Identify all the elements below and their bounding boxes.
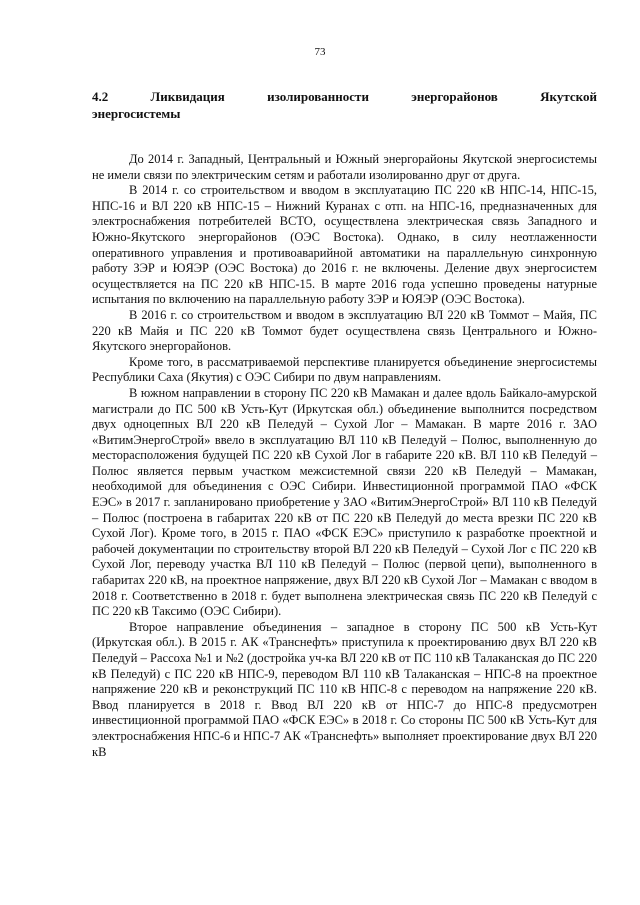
paragraph: Кроме того, в рассматриваемой перспективе планируется объединение энергосистемы Республики Саха (Якутия) с ОЭС Сибири по двум направлениям. [92, 354, 597, 385]
section-heading-line-1 [92, 88, 597, 105]
heading-word: изолированности [267, 89, 369, 104]
paragraph: В 2014 г. со строительством и вводом в эксплуатацию ПС 220 кВ НПС-14, НПС-15, НПС-16 и ВЛ 220 кВ НПС-15 – Нижний Куранах с отп. на НПС-16, предназначенных для электроснабжения потребителей ВСТО, осуществлена электрическая связь Западного и Южно-Якутского энергорайонов (ОЭС Востока). Однако, в силу неотлаженности оперативного управления и противоаварийной автоматики на параллельную синхронную работу ЗЭР и ЮЯЭР (ОЭС Востока) до 2016 г. не включены. Деление двух энергосистем осуществляется на ПС 220 кВ НПС-15. В марте 2016 года успешно проведены натурные испытания по включению на параллельную работу ЗЭР и ЮЯЭР (ОЭС Востока). [92, 183, 597, 307]
paragraph: В 2016 г. со строительством и вводом в эксплуатацию ВЛ 220 кВ Томмот – Майя, ПС 220 кВ Майя и ПС 220 кВ Томмот будет осуществлена связь Центрального и Южно-Якутского энергорайонов. [92, 307, 597, 354]
document-body [92, 152, 597, 760]
paragraph: В южном направлении в сторону ПС 220 кВ Мамакан и далее вдоль Байкало-амурской магистрали до ПС 500 кВ Усть-Кут (Иркутская обл.) объединение выполнится посредством двух одноцепных ВЛ 220 кВ Пеледуй – Сухой Лог – Мамакан. В марте 2016 г. ЗАО «ВитимЭнергоСтрой» ввело в эксплуатацию ВЛ 110 кВ Пеледуй – Полюс, выполненную до месторасположения будущей ПС 220 кВ Сухой Лог в габарите 220 кВ. ВЛ 110 кВ Пеледуй – Полюс является первым участком межсистемной связи 220 кВ Пеледуй – Мамакан, необходимой для объединения с ОЭС Сибири. Инвестиционной программой ПАО «ФСК ЕЭС» в 2017 г. запланировано приобретение у ЗАО «ВитимЭнергоСтрой» ВЛ 110 кВ Пеледуй – Полюс (построена в габаритах 220 кВ от ПС 220 кВ Пеледуй до места врезки ПС 220 кВ Сухой Лог). Кроме того, в 2015 г. ПАО «ФСК ЕЭС» приступило к разработке проектной и рабочей документации по строительству второй ВЛ 220 кВ Пеледуй – Сухой Лог с ПС 220 кВ Сухой Лог, переводу участка ВЛ 110 кВ Пеледуй – Полюс (первой цепи), выполненного в габаритах 220 кВ, на проектное напряжение, двух ВЛ 220 кВ Сухой Лог – Мамакан с вводом в 2018 г. Соответственно в 2018 г. будет выполнена электрическая связь ПС 220 кВ Пеледуй с ПС 220 кВ Таксимо (ОЭС Сибири). [92, 385, 597, 619]
section-heading-line-2: энергосистемы [92, 106, 181, 121]
paragraph: Второе направление объединения – западное в сторону ПС 500 кВ Усть-Кут (Иркутская обл.). В 2015 г. АК «Транснефть» приступила к проектированию двух ВЛ 220 кВ Пеледуй – Рассоха №1 и №2 (достройка уч-ка ВЛ 220 кВ от ПС 110 кВ Талаканская до ПС 220 кВ Пеледуй) с ПС 220 кВ НПС-9, переводом ВЛ 110 кВ Талаканская – НПС-8 на проектное напряжение 220 кВ и реконструкций ПС 110 кВ НПС-8 с переводом на напряжение 220 кВ. Ввод планируется в 2018 г. Ввод ВЛ 220 кВ от НПС-7 до НПС-8 предусмотрен инвестиционной программой ПАО «ФСК ЕЭС» в 2018 г. Со стороны ПС 500 кВ Усть-Кут для электроснабжения НПС-6 и НПС-7 АК «Транснефть» выполняет проектирование двух ВЛ 220 кВ [92, 619, 597, 759]
paragraph: До 2014 г. Западный, Центральный и Южный энергорайоны Якутской энергосистемы не имели связи по электрическим сетям и работали изолированно друг от друга. [92, 152, 597, 182]
heading-word: Якутской [540, 89, 597, 104]
heading-word: энергорайонов [411, 89, 498, 104]
section-number: 4.2 [92, 89, 109, 104]
heading-word: Ликвидация [150, 89, 225, 104]
page-number: 73 [314, 46, 326, 58]
section-heading [92, 88, 597, 122]
